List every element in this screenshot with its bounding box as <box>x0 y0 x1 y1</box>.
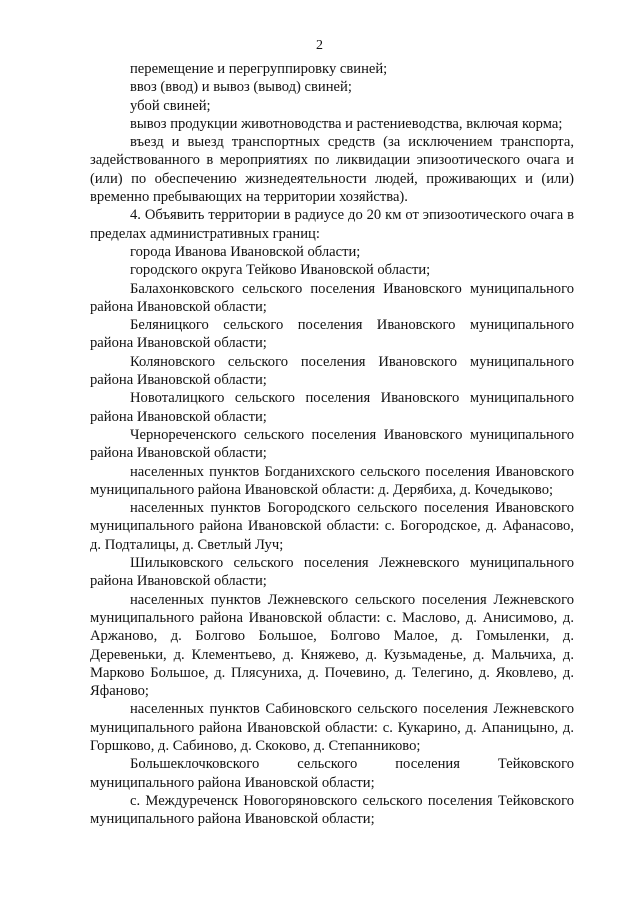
paragraph: Чернореченского сельского поселения Ивановского муниципального района Ивановской области; <box>90 426 574 462</box>
paragraph: Балахонковского сельского поселения Ивановского муниципального района Ивановской области; <box>90 280 574 315</box>
paragraph: Новоталицкого сельского поселения Ивановского муниципального района Ивановской области; <box>90 390 574 425</box>
paragraph: населенных пунктов Сабиновского сельского поселения Лежневского муниципального района Ивановской области: с. Кукарино, д. Апаницыно, д. Горшково, д. Сабиново, д. Скоково, д. Степанниково; <box>90 701 574 754</box>
paragraph: городского округа Тейково Ивановской области; <box>130 262 431 279</box>
paragraph: Большеклочковского сельского поселения Тейковского муниципального района Ивановской области; <box>90 756 574 791</box>
paragraph: ввоз (ввод) и вывоз (вывод) свиней; <box>130 79 352 96</box>
paragraph: города Иванова Ивановской области; <box>130 243 361 260</box>
paragraph: 4. Объявить территории в радиусе до 20 км от эпизоотического очага в пределах административных границ: <box>90 207 574 242</box>
paragraph: населенных пунктов Лежневского сельского поселения Лежневского муниципального района Ивановской области: с. Маслово, д. Анисимово, д. Аржаново, д. Болгово Большое, Болгово Малое, д. Гомыленки, д. Деревеньки, д. Клементьево, д. Княжево, д. Кузьмаденье, д. Мальчиха, д. Марково Большое, д. Плясуниха, д. Почевино, д. Телегино, д. Яковлево, д. Яфаново; <box>90 591 574 700</box>
paragraph: въезд и выезд транспортных средств (за исключением транспорта, задействованного в мероприятиях по ликвидации эпизоотического очага и (или) по обеспечению жизнедеятельности людей, проживающих и (или) временно пребывающих на территории хозяйства). <box>90 134 574 206</box>
paragraph: Шилыковского сельского поселения Лежневского муниципального района Ивановской области; <box>90 555 574 590</box>
document-body <box>90 60 574 828</box>
page-number: 2 <box>316 38 323 53</box>
paragraph: населенных пунктов Богородского сельского поселения Ивановского муниципального района Ивановской области: с. Богородское, д. Афанасово, д. Подталицы, д. Светлый Луч; <box>90 500 574 553</box>
paragraph: вывоз продукции животноводства и растениеводства, включая корма; <box>130 115 563 132</box>
paragraph: Коляновского сельского поселения Ивановского муниципального района Ивановской области; <box>90 353 574 389</box>
paragraph: населенных пунктов Богданихского сельского поселения Ивановского муниципального района Ивановской области: д. Дерябиха, д. Кочедыково; <box>90 463 574 498</box>
paragraph: перемещение и перегруппировку свиней; <box>130 61 388 77</box>
paragraph: с. Междуреченск Новогоряновского сельского поселения Тейковского муниципального района Ивановской области; <box>90 792 574 828</box>
paragraph: Беляницкого сельского поселения Ивановского муниципального района Ивановской области; <box>90 317 574 352</box>
paragraph: убой свиней; <box>130 97 211 114</box>
